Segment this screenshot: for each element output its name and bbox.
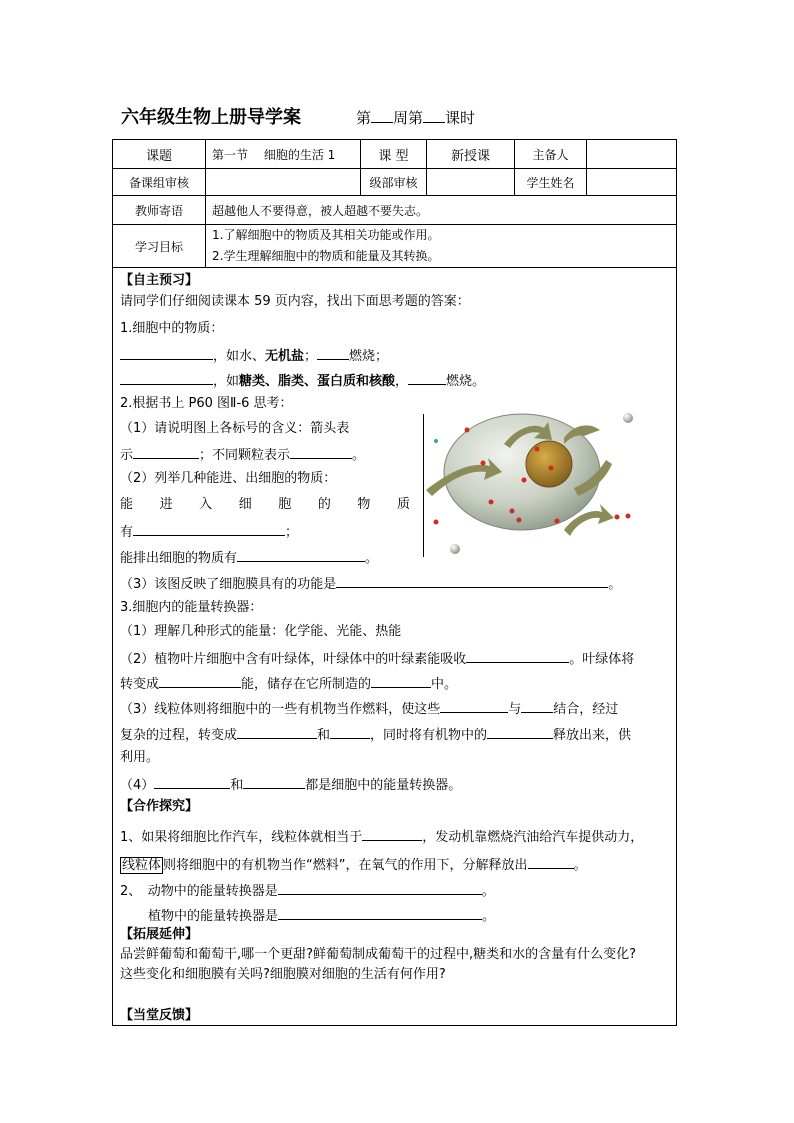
header-table (112, 139, 677, 268)
coop-line3 (120, 880, 495, 901)
spread-char: 入 (199, 497, 213, 512)
spread-char: 胞 (278, 497, 292, 512)
q1-line1-sep: ； (304, 349, 318, 364)
q2-2-have-end: ； (285, 525, 299, 540)
header-row-review (113, 169, 677, 196)
preparer-label: 主备人 (515, 140, 587, 169)
boxed-term: 线粒体 (122, 858, 162, 873)
topic-label: 课题 (113, 140, 206, 169)
header-row-teacher (113, 196, 677, 225)
answer-blank[interactable] (133, 521, 285, 536)
answer-blank[interactable] (440, 698, 508, 713)
q3-2-text2: 。叶绿体将 (569, 652, 635, 667)
q1-line1 (120, 345, 388, 366)
q2-2-out-text: 能排出细胞的物质有 (120, 551, 238, 566)
particle (623, 413, 633, 423)
q2-3-text: （3）该图反映了细胞膜具有的功能是 (120, 577, 337, 592)
answer-blank[interactable] (466, 648, 569, 663)
q3-3-text3: 结合，经过 (553, 702, 619, 717)
coop-text2: ，发动机靠燃烧汽油给汽车提供动力， (422, 830, 644, 845)
q2-2-have (120, 521, 298, 542)
q1-keywords: 糖类、脂类、蛋白质和核酸 (239, 374, 396, 389)
q3-2-line1 (120, 648, 634, 669)
answer-blank[interactable] (317, 345, 349, 360)
spread-char: 质 (396, 497, 410, 512)
q3-title: 3.细胞内的能量转换器： (120, 600, 263, 615)
coop-line1 (120, 826, 643, 847)
extend-heading: 【拓展延伸】 (120, 927, 199, 942)
answer-blank[interactable] (528, 854, 574, 869)
q3-3-text2: 与 (508, 702, 522, 717)
extend-line2: 这些变化和细胞膜有关吗?细胞膜对细胞的生活有何作用? (120, 967, 446, 982)
q3-3-text: （3）线粒体则将细胞中的一些有机物当作燃料，使这些 (120, 702, 441, 717)
teacher-msg-label: 教师寄语 (113, 196, 206, 225)
q3-4-text2: 和 (230, 778, 244, 793)
particle (626, 514, 631, 519)
q3-4-text: （4） (120, 778, 155, 793)
q3-3-line1 (120, 698, 618, 719)
preview-intro: 请同学们仔细阅读课本 59 页内容，找出下面思考题的答案： (120, 294, 470, 309)
answer-blank[interactable] (278, 905, 482, 920)
q3-2-text4: 能，储存在它所制造的 (241, 677, 372, 692)
feedback-heading: 【当堂反馈】 (120, 1008, 199, 1023)
particle (434, 520, 439, 525)
coop-line2 (120, 854, 587, 875)
q1-line2 (120, 370, 485, 391)
q3-3-line3: 利用。 (120, 750, 160, 765)
header-row-goals (113, 225, 677, 268)
answer-blank[interactable] (362, 826, 422, 841)
extend-line1: 品尝鲜葡萄和葡萄干,哪一个更甜?鲜葡萄制成葡萄干的过程中,糖类和水的含量有什么变化? (120, 947, 637, 962)
preview-heading: 【自主预习】 (120, 273, 199, 288)
week-mid: 周第 (393, 109, 424, 127)
q2-2-out (120, 547, 378, 568)
answer-blank[interactable] (133, 444, 199, 459)
week-line (356, 107, 475, 128)
particle (481, 461, 486, 466)
goal-item: 1.了解细胞中的物质及其相关功能或作用。 (212, 228, 440, 242)
answer-blank[interactable] (336, 573, 608, 588)
coop-text3: 则将细胞中的有机物当作“燃料”，在氧气的作用下，分解释放出 (163, 858, 528, 873)
goal-label: 学习目标 (113, 225, 206, 268)
q1-line2-text: ，如 (213, 374, 240, 389)
type-value: 新授课 (427, 140, 515, 169)
page-title: 六年级生物上册导学案 (121, 107, 301, 128)
answer-blank[interactable] (371, 673, 431, 688)
particle (510, 509, 515, 514)
q3-1: （1）理解几种形式的能量：化学能、光能、热能 (120, 624, 402, 639)
q2-1-end: 。 (352, 448, 366, 463)
q3-3-line2 (120, 724, 631, 745)
particle (549, 466, 554, 471)
q2-1-text2: ；不同颗粒表示 (199, 448, 291, 463)
coop-end3: 。 (482, 909, 496, 924)
q3-4 (120, 774, 461, 795)
q2-2-out-end: 。 (365, 551, 379, 566)
lesson-blank[interactable] (423, 108, 445, 123)
preparer-value[interactable] (587, 140, 677, 169)
student-name-value[interactable] (587, 169, 677, 196)
particle (535, 447, 540, 452)
answer-blank[interactable] (408, 370, 446, 385)
coop-end: 。 (573, 858, 587, 873)
answer-blank[interactable] (237, 547, 365, 562)
q3-2-end: 中。 (431, 677, 458, 692)
particle (517, 518, 522, 523)
answer-blank[interactable] (120, 345, 213, 360)
header-row-topic (113, 140, 677, 169)
coop-line4 (148, 905, 495, 926)
q2-2-have-text: 有 (120, 525, 134, 540)
spread-char: 细 (238, 497, 252, 512)
particle (555, 519, 560, 524)
q2-1-line2 (120, 444, 365, 465)
particle (615, 515, 620, 520)
q3-2-line2 (120, 673, 457, 694)
teacher-msg-value: 超越他人不要得意，被人超越不要失志。 (206, 196, 677, 225)
type-label: 课 型 (361, 140, 427, 169)
cell-diagram (424, 408, 664, 558)
particle (450, 544, 460, 554)
q3-2-text3: 转变成 (120, 677, 160, 692)
q2-3 (120, 573, 621, 594)
answer-blank[interactable] (278, 880, 482, 895)
particle (522, 478, 527, 483)
answer-blank[interactable] (120, 370, 213, 385)
q2-1-line1: （1）请说明图上各标号的含义：箭头表 (120, 421, 350, 436)
goal-item: 2.学生理解细胞中的物质和能量及其转换。 (212, 249, 440, 263)
answer-blank[interactable] (290, 444, 352, 459)
review-value[interactable] (206, 169, 361, 196)
review-label: 备课组审核 (113, 169, 206, 196)
q1-line1-text: ，如水、 (213, 349, 266, 364)
q3-3-text4: 复杂的过程，转变成 (120, 728, 238, 743)
nucleus (526, 441, 572, 487)
answer-blank[interactable] (243, 774, 305, 789)
q2-2: （2）列举几种能进、出细胞的物质： (120, 471, 337, 486)
coop-text5: 植物中的能量转换器是 (148, 909, 279, 924)
answer-blank[interactable] (154, 774, 230, 789)
q3-4-text3: 都是细胞中的能量转换器。 (305, 778, 462, 793)
q2-3-end: 。 (608, 577, 622, 592)
spread-char: 的 (317, 497, 331, 512)
q2-2-spread (120, 496, 410, 514)
q3-3-text6: ，同时将有机物中的 (370, 728, 488, 743)
q1-line2-end: 燃烧。 (446, 374, 486, 389)
grade-review-label: 级部审核 (361, 169, 427, 196)
particle (465, 428, 470, 433)
q1-keyword: 无机盐 (265, 349, 305, 364)
answer-blank[interactable] (237, 724, 317, 739)
answer-blank[interactable] (521, 698, 553, 713)
topic-value: 第一节 细胞的生活 1 (206, 140, 361, 169)
particle (434, 439, 438, 443)
grade-review-value[interactable] (427, 169, 515, 196)
spread-char: 进 (159, 497, 173, 512)
coop-text4: 2、 动物中的能量转换器是 (120, 884, 278, 899)
week-prefix: 第 (356, 109, 372, 127)
q3-2-text: （2）植物叶片细胞中含有叶绿体，叶绿体中的叶绿素能吸收 (120, 652, 467, 667)
goal-list (206, 225, 677, 268)
q2-1-text: 示 (120, 448, 134, 463)
student-name-label: 学生姓名 (515, 169, 587, 196)
coop-heading: 【合作探究】 (120, 799, 199, 814)
spread-char: 物 (357, 497, 371, 512)
spread-char: 能 (120, 497, 134, 512)
answer-blank[interactable] (487, 724, 553, 739)
answer-blank[interactable] (159, 673, 241, 688)
coop-end2: 。 (481, 884, 495, 899)
particle (489, 500, 494, 505)
q3-3-text7: 释放出来，供 (553, 728, 632, 743)
q3-3-text5: 和 (317, 728, 331, 743)
coop-text: 1、如果将细胞比作汽车，线粒体就相当于 (120, 830, 363, 845)
week-suffix: 课时 (445, 109, 476, 127)
q2-title: 2.根据书上 P60 图Ⅱ-6 思考： (120, 396, 293, 411)
answer-blank[interactable] (330, 724, 370, 739)
q1-line2-sep: ， (395, 374, 409, 389)
q1-line1-end: 燃烧； (349, 349, 389, 364)
q1-title: 1.细胞中的物质： (120, 321, 224, 336)
week-blank[interactable] (371, 108, 393, 123)
